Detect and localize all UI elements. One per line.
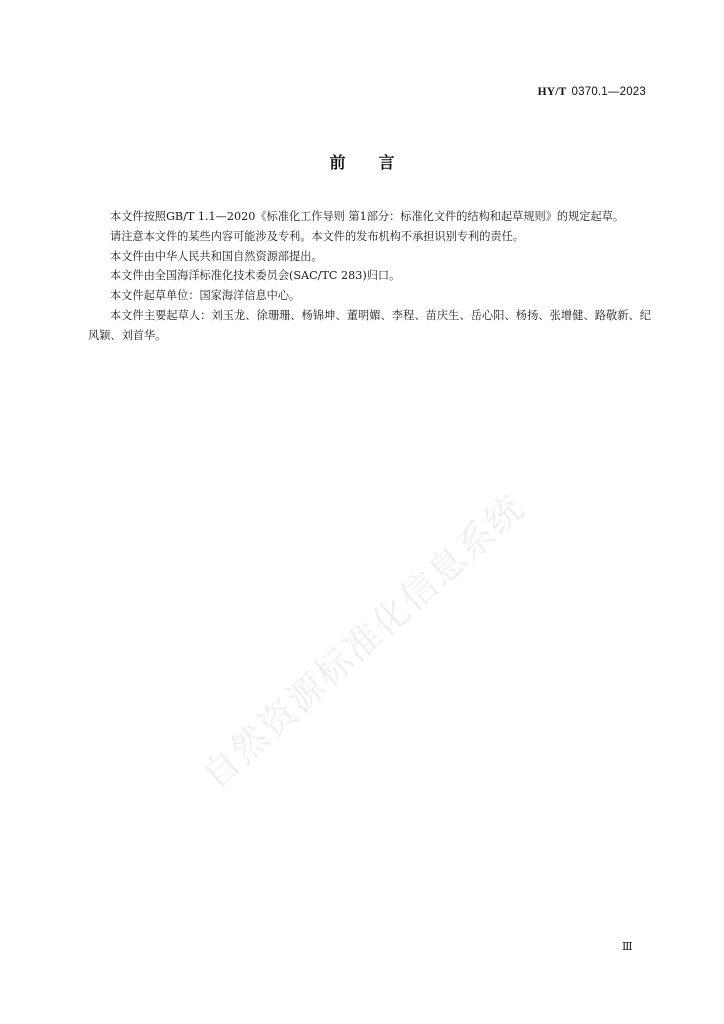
standard-prefix: HY/T xyxy=(537,86,567,98)
paragraph-technical-committee: 本文件由全国海洋标准化技术委员会(SAC/TC 283)归口。 xyxy=(110,269,401,283)
paragraph-drafters: 本文件主要起草人：刘玉龙、徐珊珊、杨锦坤、董明媚、李程、苗庆生、岳心阳、杨扬、张增健、路敬新、纪风颖、刘首华。 xyxy=(88,308,651,342)
page-title: 前言 xyxy=(329,153,428,172)
paragraph-drafting-rules: 本文件按照GB/T 1.1—2020《标准化工作导则 第1部分：标准化文件的结构和起草规则》的规定起草。 xyxy=(110,210,625,223)
paragraph-patent-notice: 请注意本文件的某些内容可能涉及专利。本文件的发布机构不承担识别专利的责任。 xyxy=(110,229,524,243)
foreword-body xyxy=(88,207,651,346)
watermark-text: 自然资源标准化信息系统 xyxy=(194,487,534,798)
page-number: Ⅲ xyxy=(622,941,633,953)
paragraph-drafting-unit: 本文件起草单位：国家海洋信息中心。 xyxy=(110,289,301,303)
standard-code-header xyxy=(538,86,646,98)
paragraph-proposer: 本文件由中华人民共和国自然资源部提出。 xyxy=(110,249,323,263)
standard-number: 0370.1—2023 xyxy=(571,86,646,98)
